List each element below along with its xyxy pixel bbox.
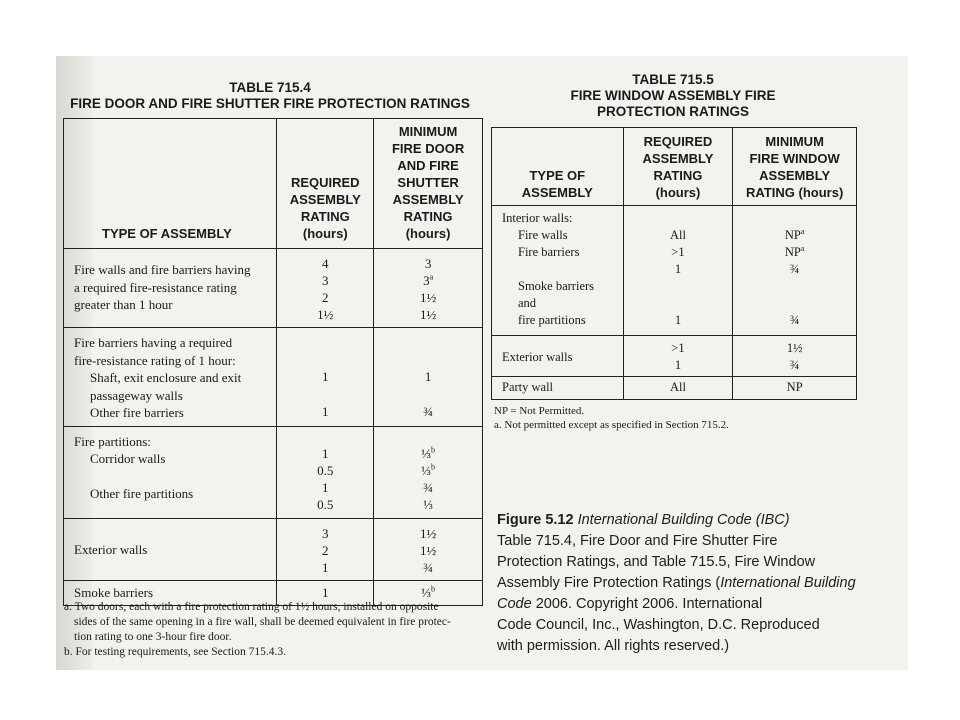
required-cell: All [623, 377, 733, 400]
table-row [64, 518, 483, 580]
footnote-b: b. For testing requirements, see Section 715.4.3. [64, 646, 286, 658]
footnote-a: a. Not permitted except as specified in Section 715.2. [494, 419, 729, 431]
type-cell: Party wall [492, 377, 624, 400]
minimum-cell: NP [733, 377, 857, 400]
type-cell: Fire barriers having a required fire-resistance rating of 1 hour: Shaft, exit enclosure and exit passageway walls Other fire barriers [64, 328, 277, 427]
table-715-5 [491, 127, 857, 400]
table-caption: FIRE DOOR AND FIRE SHUTTER FIRE PROTECTION RATINGS [70, 96, 470, 111]
required-cell: 4 3 2 1½ [277, 249, 374, 328]
minimum-cell: ⅓$^b$ ⅓$^b$ ¾ ⅓ [374, 426, 483, 518]
figure-title: International Building Code (IBC) [577, 512, 790, 528]
required-cell: 1 0.5 1 0.5 [277, 426, 374, 518]
minimum-cell: ⅓$^b$ [374, 580, 483, 606]
minimum-cell: $NP^a$ $NP^a$ ¾ ¾ [733, 206, 857, 336]
table-caption: FIRE WINDOW ASSEMBLY FIRE [570, 88, 776, 103]
table-715-4-title [56, 80, 484, 112]
type-cell: Exterior walls [64, 518, 277, 580]
footnote-a: a. Two doors, each with a fire protection rating of 1½ hours, installed on opposite sides of the same opening in a fire wall, shall be deemed equivalent in fire protec- tion rating to one 3-hour fire door. [64, 601, 451, 643]
table-715-5-title [548, 72, 798, 120]
type-cell: Smoke barriers [64, 580, 277, 606]
header-minimum-rating: MINIMUM FIRE DOOR AND FIRE SHUTTER ASSEMBLY RATING (hours) [374, 119, 483, 249]
header-type-of-assembly: TYPE OF ASSEMBLY [64, 119, 277, 249]
figure-caption: Figure 5.12 International Building Code (IBC) Table 715.4, Fire Door and Fire Shutter Fire Protection Ratings, and Table 715.5, Fire Window Assembly Fire Protection Ratings (International Building Code 2006. Copyright 2006. International Code Council, Inc., Washington, D.C. Reproduced with permission. All rights reserved.) [497, 512, 856, 654]
header-type-of-assembly: TYPE OF ASSEMBLY [492, 128, 624, 206]
figure-label: Figure 5.12 [497, 512, 574, 528]
minimum-cell: 3 3$^a$ 1½ 1½ [374, 249, 483, 328]
table-row [64, 249, 483, 328]
header-row [492, 128, 857, 206]
table-row [64, 426, 483, 518]
footnote-np: NP = Not Permitted. [494, 405, 585, 417]
required-cell: 1 [277, 580, 374, 606]
header-row [64, 119, 483, 249]
required-cell: >1 1 [623, 336, 733, 377]
type-cell: Interior walls: Fire walls Fire barriers Smoke barriers and fire partitions [492, 206, 624, 336]
table-number: TABLE 715.4 [229, 80, 311, 95]
header-required-rating: REQUIRED ASSEMBLY RATING (hours) [277, 119, 374, 249]
table-715-4-notes [64, 600, 484, 660]
header-required-rating: REQUIRED ASSEMBLY RATING (hours) [623, 128, 733, 206]
minimum-cell: 1½ 1½ ¾ [374, 518, 483, 580]
required-cell: 1 1 [277, 328, 374, 427]
type-cell: Fire walls and fire barriers having a required fire-resistance rating greater than 1 hour [64, 249, 277, 328]
header-minimum-rating: MINIMUM FIRE WINDOW ASSEMBLY RATING (hours) [733, 128, 857, 206]
table-number: TABLE 715.5 [632, 72, 714, 87]
table-row [492, 377, 857, 400]
table-caption: PROTECTION RATINGS [596, 104, 749, 119]
required-cell: All >1 1 1 [623, 206, 733, 336]
table-715-4 [63, 118, 483, 606]
table-715-5-notes [494, 404, 854, 432]
required-cell: 3 2 1 [277, 518, 374, 580]
minimum-cell: 1½ ¾ [733, 336, 857, 377]
type-cell: Fire partitions: Corridor walls Other fire partitions [64, 426, 277, 518]
table-row [492, 336, 857, 377]
table-row [492, 206, 857, 336]
table-row [64, 328, 483, 427]
minimum-cell: 1 ¾ [374, 328, 483, 427]
type-cell: Exterior walls [492, 336, 624, 377]
